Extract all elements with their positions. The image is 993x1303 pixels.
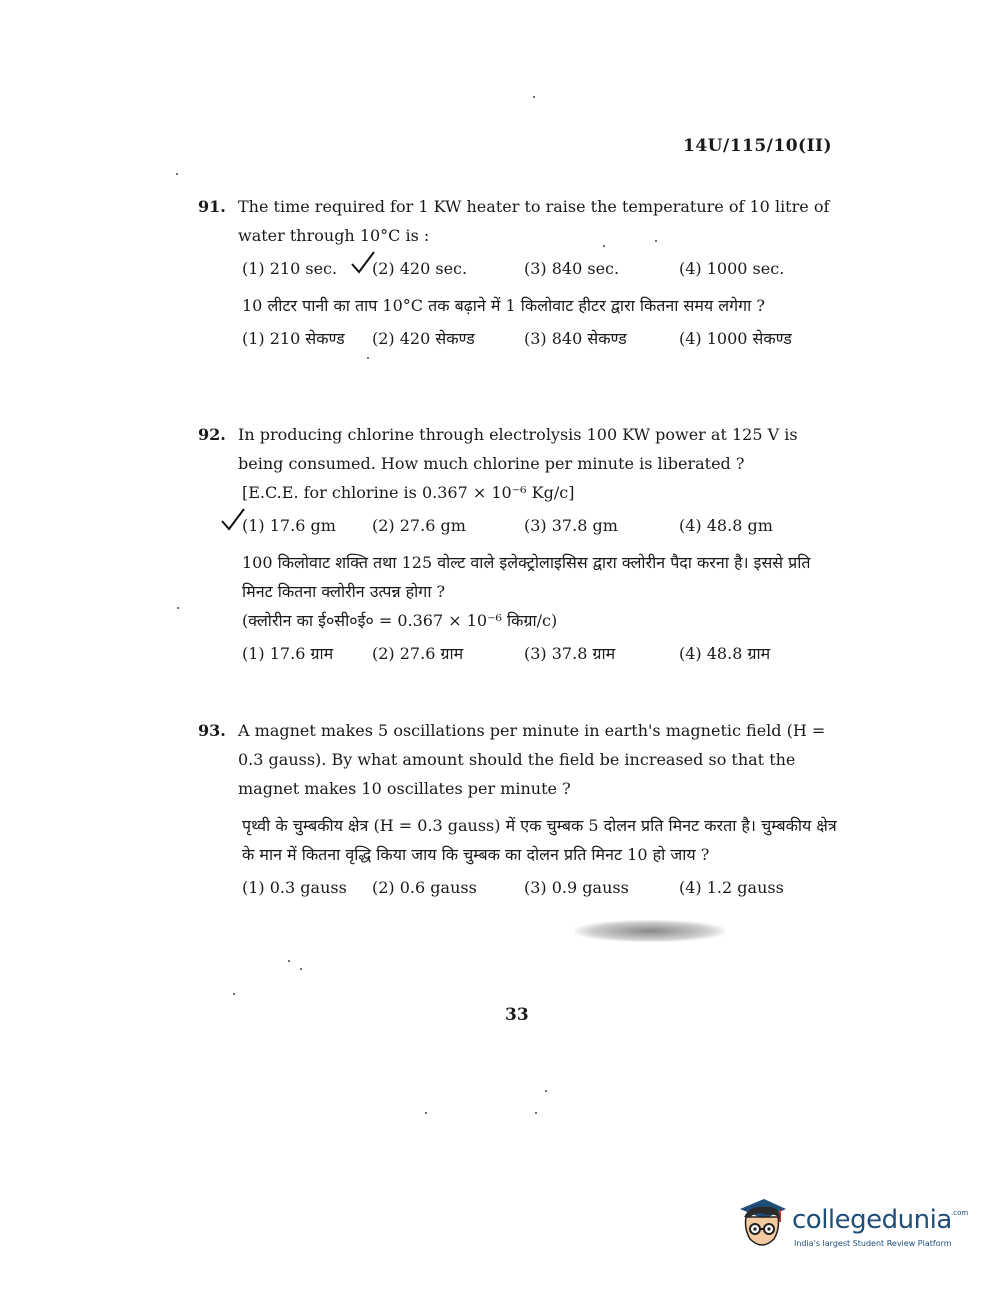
checkmark-icon [350, 250, 376, 276]
scan-speck [655, 240, 657, 242]
scan-speck [545, 1090, 547, 1092]
paper-code: 14U/115/10(II) [683, 136, 833, 156]
options-en [242, 254, 838, 283]
scan-speck [300, 968, 302, 970]
question-text-en: In producing chlorine through electrolysis 100 KW power at 125 V is being consumed. How much chlorine per minute is liberated ? [238, 425, 798, 473]
option-3: (3) 37.8 gm [524, 516, 618, 535]
option-4-hi: (4) 1000 सेकण्ड [679, 329, 792, 348]
option-1: (1) 210 sec. [242, 259, 338, 278]
option-3-hi: (3) 37.8 ग्राम [524, 644, 616, 663]
question-text-hi: पृथ्वी के चुम्बकीय क्षेत्र (H = 0.3 gauss) में एक चुम्बक 5 दोलन प्रति मिनट करता है। चुम्बकीय क्षेत्र के मान में कितना वृद्धि किया जाय कि चुम्बक का दोलन प्रति मिनट 10 हो जाय ? [242, 816, 837, 864]
option-4: (4) 1.2 gauss [679, 878, 784, 897]
option-1-hi: (1) 17.6 ग्राम [242, 644, 334, 663]
scan-speck [603, 245, 605, 247]
question-note-en: [E.C.E. for chlorine is 0.367 × 10⁻⁶ Kg/c] [242, 483, 575, 502]
option-2-hi: (2) 27.6 ग्राम [372, 644, 464, 663]
collegedunia-logo [736, 1195, 969, 1255]
scan-speck [535, 1112, 537, 1114]
brand-tagline: India's largest Student Review Platform [794, 1239, 952, 1248]
question-number: 92. [198, 425, 226, 444]
options [242, 873, 838, 902]
scan-speck [177, 607, 179, 609]
option-1-hi: (1) 210 सेकण्ड [242, 329, 345, 348]
option-2: (2) 27.6 gm [372, 516, 466, 535]
option-2-hi: (2) 420 सेकण्ड [372, 329, 475, 348]
option-4-hi: (4) 48.8 ग्राम [679, 644, 771, 663]
options-en [242, 511, 838, 540]
option-3: (3) 840 sec. [524, 259, 620, 278]
options-hi [242, 639, 838, 668]
question-number: 93. [198, 721, 226, 740]
option-1-label: (1) 17.6 gm [242, 516, 336, 535]
option-2-label: (2) 420 sec. [372, 259, 468, 278]
option-3: (3) 0.9 gauss [524, 878, 629, 897]
option-2 [372, 254, 524, 283]
question-number: 91. [198, 197, 226, 216]
option-2: (2) 0.6 gauss [372, 878, 477, 897]
option-4: (4) 48.8 gm [679, 516, 773, 535]
question-93 [198, 716, 838, 910]
brand-name: collegedunia [792, 1205, 952, 1235]
brand-domain: .com [951, 1209, 969, 1217]
question-text-hi: 10 लीटर पानी का ताप 10°C तक बढ़ाने में 1 किलोवाट हीटर द्वारा कितना समय लगेगा ? [242, 296, 765, 315]
option-3-hi: (3) 840 सेकण्ड [524, 329, 627, 348]
question-text-hi: 100 किलोवाट शक्ति तथा 125 वोल्ट वाले इलेक्ट्रोलाइसिस द्वारा क्लोरीन पैदा करना है। इससे प्रति मिनट कितना क्लोरीन उत्पन्न होगा ? [242, 553, 811, 601]
question-92 [198, 420, 838, 676]
student-mascot-icon [736, 1195, 788, 1253]
question-text-en: A magnet makes 5 oscillations per minute in earth's magnetic field (H = 0.3 gauss). By what amount should the field be increased so that the magnet makes 10 oscillates per minute ? [238, 721, 826, 798]
question-91 [198, 192, 838, 361]
options-hi [242, 324, 838, 353]
option-1 [242, 511, 372, 540]
scan-speck [233, 993, 235, 995]
option-4: (4) 1000 sec. [679, 259, 785, 278]
scan-speck [533, 96, 535, 98]
question-note-hi: (क्लोरीन का ई०सी०ई० = 0.367 × 10⁻⁶ किग्रा/c) [242, 611, 558, 630]
checkmark-icon [220, 507, 246, 533]
scan-speck [425, 1112, 427, 1114]
page-number: 33 [505, 1005, 529, 1025]
scan-smudge [575, 920, 725, 942]
scan-speck [288, 960, 290, 962]
option-1: (1) 0.3 gauss [242, 878, 347, 897]
question-text-en: The time required for 1 KW heater to raise the temperature of 10 litre of water through 10°C is : [238, 197, 830, 245]
scan-speck [176, 173, 178, 175]
scan-speck [367, 357, 369, 359]
